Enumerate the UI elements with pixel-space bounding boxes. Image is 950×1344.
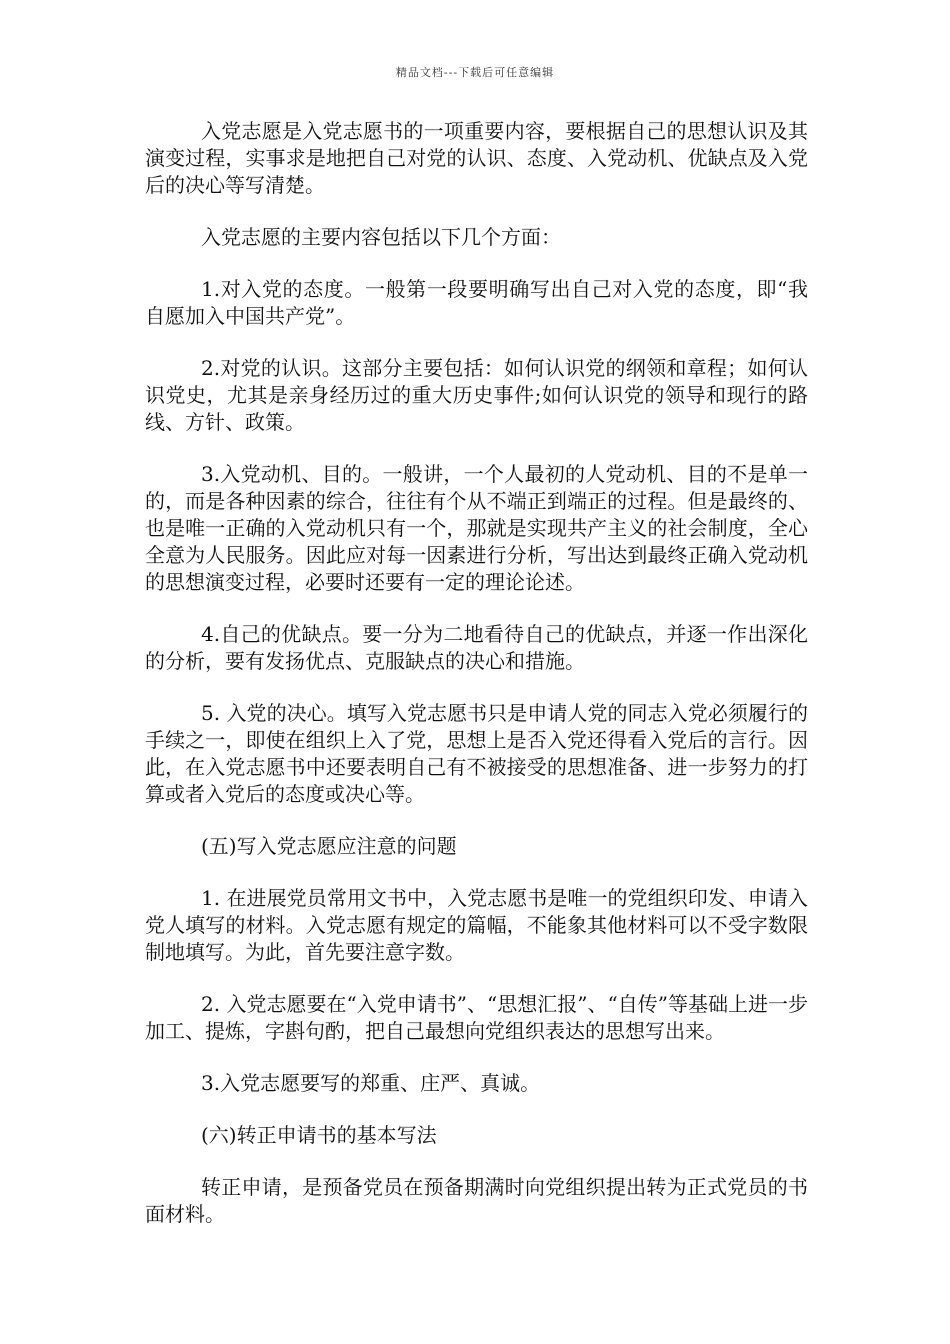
paragraph-item-4: 4.自己的优缺点。要一分为二地看待自己的优缺点，并逐一作出深化的分析，要有发扬优点、克服缺点的决心和措施。 <box>145 622 808 673</box>
paragraph-item-2: 2.对党的认识。这部分主要包括：如何认识党的纲领和章程；如何认识党史，尤其是亲身经历过的重大历史事件;如何认识党的领导和现行的路线、方针、政策。 <box>145 356 808 434</box>
paragraph-conversion: 转正申请，是预备党员在预备期满时向党组织提出转为正式党员的书面材料。 <box>145 1175 808 1226</box>
paragraph-item-1: 1.对入党的态度。一般第一段要明确写出自己对入党的态度，即“我自愿加入中国共产党”。 <box>145 277 808 328</box>
paragraph-note-2: 2. 入党志愿要在“入党申请书”、“思想汇报”、“自传”等基础上进一步加工、提炼，字斟句酌，把自己最想向党组织表达的思想写出来。 <box>145 992 808 1043</box>
paragraph-intro: 入党志愿是入党志愿书的一项重要内容，要根据自己的思想认识及其演变过程，实事求是地把自己对党的认识、态度、入党动机、优缺点及入党后的决心等写清楚。 <box>145 119 808 197</box>
paragraph-note-1: 1. 在进展党员常用文书中，入党志愿书是唯一的党组织印发、申请入党人填写的材料。入党志愿有规定的篇幅，不能象其他材料可以不受字数限制地填写。为此，首先要注意字数。 <box>145 886 808 964</box>
paragraph-note-3: 3.入党志愿要写的郑重、庄严、真诚。 <box>201 1071 541 1095</box>
page-header: 精品文档---下载后可任意编辑 <box>395 66 555 79</box>
paragraph-item-3: 3.入党动机、目的。一般讲，一个人最初的人党动机、目的不是单一的，而是各种因素的综合，往往有个从不端正到端正的过程。但是最终的、也是唯一正确的入党动机只有一个，那就是实现共产主义的社会制度，全心全意为人民服务。因此应对每一因素进行分析，写出达到最终正确入党动机的思想演变过程，必要时还要有一定的理论论述。 <box>145 462 808 594</box>
section-heading-6: (六)转正申请书的基本写法 <box>201 1123 437 1147</box>
document-body <box>145 118 808 1253</box>
paragraph-item-5: 5. 入党的决心。填写入党志愿书只是申请人党的同志入党必须履行的手续之一，即使在组织上入了党，思想上是否入党还得看入党后的言行。因此，在入党志愿书中还要表明自己有不被接受的思想准备、进一步努力的打算或者入党后的态度或决心等。 <box>145 701 808 806</box>
paragraph-main-contents: 入党志愿的主要内容包括以下几个方面： <box>201 225 561 249</box>
section-heading-5: (五)写入党志愿应注意的问题 <box>201 834 457 858</box>
